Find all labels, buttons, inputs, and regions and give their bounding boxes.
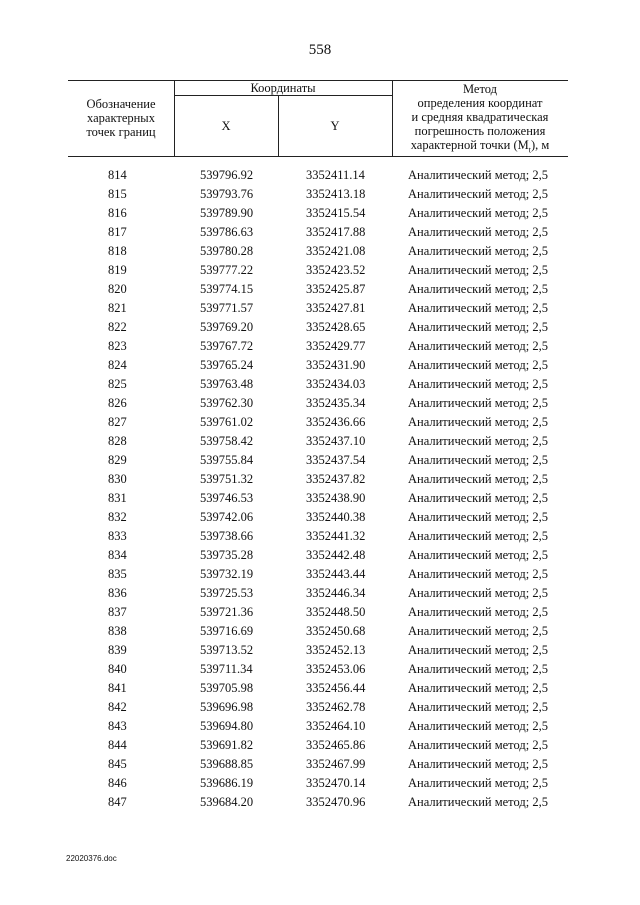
cell-y: 3352428.65 bbox=[306, 320, 366, 334]
cell-method: Аналитический метод; 2,5 bbox=[408, 624, 548, 638]
cell-method: Аналитический метод; 2,5 bbox=[408, 719, 548, 733]
cell-x: 539777.22 bbox=[200, 263, 254, 277]
cell-point: 824 bbox=[108, 358, 127, 372]
cell-y: 3352411.14 bbox=[306, 168, 365, 182]
cell-y: 3352415.54 bbox=[306, 206, 366, 220]
cell-x: 539721.36 bbox=[200, 605, 254, 619]
cell-point: 821 bbox=[108, 301, 127, 315]
footer-filename: 22020376.doc bbox=[66, 854, 117, 863]
cell-method: Аналитический метод; 2,5 bbox=[408, 453, 548, 467]
cell-x: 539686.19 bbox=[200, 776, 254, 790]
cell-y: 3352429.77 bbox=[306, 339, 366, 353]
cell-x: 539755.84 bbox=[200, 453, 254, 467]
cell-point: 823 bbox=[108, 339, 127, 353]
cell-method: Аналитический метод; 2,5 bbox=[408, 529, 548, 543]
cell-y: 3352437.54 bbox=[306, 453, 366, 467]
table-row bbox=[68, 622, 568, 641]
cell-point: 844 bbox=[108, 738, 127, 752]
table-row bbox=[68, 508, 568, 527]
table-row bbox=[68, 356, 568, 375]
cell-point: 815 bbox=[108, 187, 127, 201]
cell-y: 3352452.13 bbox=[306, 643, 366, 657]
cell-y: 3352434.03 bbox=[306, 377, 366, 391]
cell-method: Аналитический метод; 2,5 bbox=[408, 586, 548, 600]
cell-point: 819 bbox=[108, 263, 127, 277]
cell-x: 539771.57 bbox=[200, 301, 254, 315]
cell-point: 839 bbox=[108, 643, 127, 657]
table-row bbox=[68, 451, 568, 470]
table-row bbox=[68, 413, 568, 432]
cell-method: Аналитический метод; 2,5 bbox=[408, 472, 548, 486]
cell-point: 825 bbox=[108, 377, 127, 391]
cell-point: 831 bbox=[108, 491, 127, 505]
table-row bbox=[68, 546, 568, 565]
table-row bbox=[68, 432, 568, 451]
cell-point: 837 bbox=[108, 605, 127, 619]
table-row bbox=[68, 755, 568, 774]
cell-point: 829 bbox=[108, 453, 127, 467]
header-text: Метод bbox=[462, 82, 498, 96]
cell-x: 539711.34 bbox=[200, 662, 253, 676]
cell-y: 3352425.87 bbox=[306, 282, 366, 296]
cell-point: 822 bbox=[108, 320, 127, 334]
cell-method: Аналитический метод; 2,5 bbox=[408, 567, 548, 581]
cell-method: Аналитический метод; 2,5 bbox=[408, 491, 548, 505]
cell-y: 3352453.06 bbox=[306, 662, 366, 676]
cell-method: Аналитический метод; 2,5 bbox=[408, 700, 548, 714]
cell-method: Аналитический метод; 2,5 bbox=[408, 244, 548, 258]
cell-y: 3352443.44 bbox=[306, 567, 366, 581]
header-subdivider bbox=[174, 95, 392, 96]
header-text: точек границ bbox=[86, 125, 156, 139]
cell-x: 539696.98 bbox=[200, 700, 254, 714]
cell-y: 3352421.08 bbox=[306, 244, 366, 258]
cell-y: 3352446.34 bbox=[306, 586, 366, 600]
cell-y: 3352437.82 bbox=[306, 472, 366, 486]
cell-y: 3352431.90 bbox=[306, 358, 366, 372]
cell-point: 832 bbox=[108, 510, 127, 524]
cell-y: 3352413.18 bbox=[306, 187, 366, 201]
cell-y: 3352436.66 bbox=[306, 415, 366, 429]
cell-x: 539732.19 bbox=[200, 567, 254, 581]
cell-x: 539769.20 bbox=[200, 320, 254, 334]
header-text: и средняя квадратическая bbox=[411, 110, 549, 124]
header-coordinates: Координаты bbox=[250, 81, 316, 95]
cell-point: 846 bbox=[108, 776, 127, 790]
cell-y: 3352438.90 bbox=[306, 491, 366, 505]
cell-method: Аналитический метод; 2,5 bbox=[408, 396, 548, 410]
cell-y: 3352467.99 bbox=[306, 757, 366, 771]
cell-method: Аналитический метод; 2,5 bbox=[408, 662, 548, 676]
cell-y: 3352440.38 bbox=[306, 510, 366, 524]
header-text: характерных bbox=[87, 111, 155, 125]
table-row bbox=[68, 527, 568, 546]
table-row bbox=[68, 470, 568, 489]
cell-point: 835 bbox=[108, 567, 127, 581]
table-row bbox=[68, 641, 568, 660]
cell-y: 3352442.48 bbox=[306, 548, 366, 562]
cell-point: 847 bbox=[108, 795, 127, 809]
table-row bbox=[68, 394, 568, 413]
cell-method: Аналитический метод; 2,5 bbox=[408, 282, 548, 296]
table-row bbox=[68, 793, 568, 812]
cell-point: 814 bbox=[108, 168, 127, 182]
cell-x: 539746.53 bbox=[200, 491, 254, 505]
cell-x: 539742.06 bbox=[200, 510, 254, 524]
table-row bbox=[68, 736, 568, 755]
table-row bbox=[68, 280, 568, 299]
table-row bbox=[68, 584, 568, 603]
cell-method: Аналитический метод; 2,5 bbox=[408, 510, 548, 524]
cell-x: 539796.92 bbox=[200, 168, 254, 182]
page-number: 558 bbox=[308, 42, 332, 58]
table-row bbox=[68, 774, 568, 793]
header-y: Y bbox=[330, 119, 340, 133]
cell-point: 836 bbox=[108, 586, 127, 600]
table-row bbox=[68, 717, 568, 736]
table-row bbox=[68, 242, 568, 261]
cell-y: 3352437.10 bbox=[306, 434, 366, 448]
cell-method: Аналитический метод; 2,5 bbox=[408, 681, 548, 695]
cell-y: 3352417.88 bbox=[306, 225, 366, 239]
table-row bbox=[68, 698, 568, 717]
header-text: определения координат bbox=[417, 96, 543, 110]
cell-point: 841 bbox=[108, 681, 127, 695]
table-row bbox=[68, 679, 568, 698]
cell-point: 826 bbox=[108, 396, 127, 410]
table-row bbox=[68, 318, 568, 337]
cell-x: 539705.98 bbox=[200, 681, 254, 695]
cell-x: 539793.76 bbox=[200, 187, 254, 201]
coordinates-table-body bbox=[68, 166, 568, 812]
cell-x: 539713.52 bbox=[200, 643, 254, 657]
cell-point: 840 bbox=[108, 662, 127, 676]
cell-method: Аналитический метод; 2,5 bbox=[408, 757, 548, 771]
cell-y: 3352470.14 bbox=[306, 776, 366, 790]
cell-method: Аналитический метод; 2,5 bbox=[408, 434, 548, 448]
header-method bbox=[392, 82, 568, 158]
cell-x: 539763.48 bbox=[200, 377, 254, 391]
cell-point: 818 bbox=[108, 244, 127, 258]
cell-point: 833 bbox=[108, 529, 127, 543]
cell-method: Аналитический метод; 2,5 bbox=[408, 795, 548, 809]
cell-method: Аналитический метод; 2,5 bbox=[408, 263, 548, 277]
cell-x: 539688.85 bbox=[200, 757, 254, 771]
cell-x: 539789.90 bbox=[200, 206, 254, 220]
table-row bbox=[68, 337, 568, 356]
cell-x: 539691.82 bbox=[200, 738, 254, 752]
cell-x: 539694.80 bbox=[200, 719, 254, 733]
cell-method: Аналитический метод; 2,5 bbox=[408, 358, 548, 372]
table-row bbox=[68, 261, 568, 280]
cell-method: Аналитический метод; 2,5 bbox=[408, 187, 548, 201]
cell-point: 845 bbox=[108, 757, 127, 771]
cell-method: Аналитический метод; 2,5 bbox=[408, 776, 548, 790]
table-row bbox=[68, 603, 568, 622]
table-row bbox=[68, 185, 568, 204]
cell-point: 820 bbox=[108, 282, 127, 296]
cell-method: Аналитический метод; 2,5 bbox=[408, 168, 548, 182]
cell-x: 539725.53 bbox=[200, 586, 254, 600]
cell-y: 3352448.50 bbox=[306, 605, 366, 619]
table-row bbox=[68, 204, 568, 223]
cell-y: 3352465.86 bbox=[306, 738, 366, 752]
table-row bbox=[68, 375, 568, 394]
header-text: Обозначение bbox=[86, 97, 156, 111]
cell-x: 539767.72 bbox=[200, 339, 254, 353]
cell-x: 539786.63 bbox=[200, 225, 254, 239]
header-text: характерной точки $(M_t)$, м bbox=[410, 138, 550, 155]
cell-x: 539738.66 bbox=[200, 529, 254, 543]
cell-point: 834 bbox=[108, 548, 127, 562]
cell-y: 3352470.96 bbox=[306, 795, 366, 809]
cell-x: 539761.02 bbox=[200, 415, 254, 429]
cell-point: 838 bbox=[108, 624, 127, 638]
cell-x: 539758.42 bbox=[200, 434, 254, 448]
cell-method: Аналитический метод; 2,5 bbox=[408, 320, 548, 334]
cell-x: 539762.30 bbox=[200, 396, 254, 410]
cell-method: Аналитический метод; 2,5 bbox=[408, 738, 548, 752]
cell-y: 3352456.44 bbox=[306, 681, 366, 695]
cell-point: 817 bbox=[108, 225, 127, 239]
table-row bbox=[68, 660, 568, 679]
cell-method: Аналитический метод; 2,5 bbox=[408, 301, 548, 315]
cell-y: 3352427.81 bbox=[306, 301, 366, 315]
cell-y: 3352423.52 bbox=[306, 263, 366, 277]
cell-x: 539684.20 bbox=[200, 795, 254, 809]
cell-point: 843 bbox=[108, 719, 127, 733]
table-row bbox=[68, 223, 568, 242]
table-header bbox=[68, 80, 568, 157]
cell-y: 3352462.78 bbox=[306, 700, 366, 714]
table-row bbox=[68, 489, 568, 508]
header-x: X bbox=[221, 119, 231, 133]
cell-y: 3352435.34 bbox=[306, 396, 366, 410]
header-point-designation bbox=[68, 97, 174, 139]
table-row bbox=[68, 299, 568, 318]
cell-y: 3352450.68 bbox=[306, 624, 366, 638]
cell-x: 539765.24 bbox=[200, 358, 254, 372]
cell-x: 539780.28 bbox=[200, 244, 254, 258]
cell-y: 3352464.10 bbox=[306, 719, 366, 733]
table-row bbox=[68, 565, 568, 584]
cell-point: 827 bbox=[108, 415, 127, 429]
cell-method: Аналитический метод; 2,5 bbox=[408, 377, 548, 391]
cell-point: 830 bbox=[108, 472, 127, 486]
cell-x: 539716.69 bbox=[200, 624, 254, 638]
cell-point: 842 bbox=[108, 700, 127, 714]
cell-method: Аналитический метод; 2,5 bbox=[408, 643, 548, 657]
cell-method: Аналитический метод; 2,5 bbox=[408, 605, 548, 619]
cell-method: Аналитический метод; 2,5 bbox=[408, 206, 548, 220]
cell-method: Аналитический метод; 2,5 bbox=[408, 548, 548, 562]
cell-point: 828 bbox=[108, 434, 127, 448]
cell-point: 816 bbox=[108, 206, 127, 220]
table-row bbox=[68, 166, 568, 185]
cell-x: 539751.32 bbox=[200, 472, 254, 486]
cell-method: Аналитический метод; 2,5 bbox=[408, 339, 548, 353]
cell-x: 539735.28 bbox=[200, 548, 254, 562]
cell-method: Аналитический метод; 2,5 bbox=[408, 225, 548, 239]
header-text: погрешность положения bbox=[414, 124, 546, 138]
cell-method: Аналитический метод; 2,5 bbox=[408, 415, 548, 429]
cell-y: 3352441.32 bbox=[306, 529, 366, 543]
cell-x: 539774.15 bbox=[200, 282, 254, 296]
